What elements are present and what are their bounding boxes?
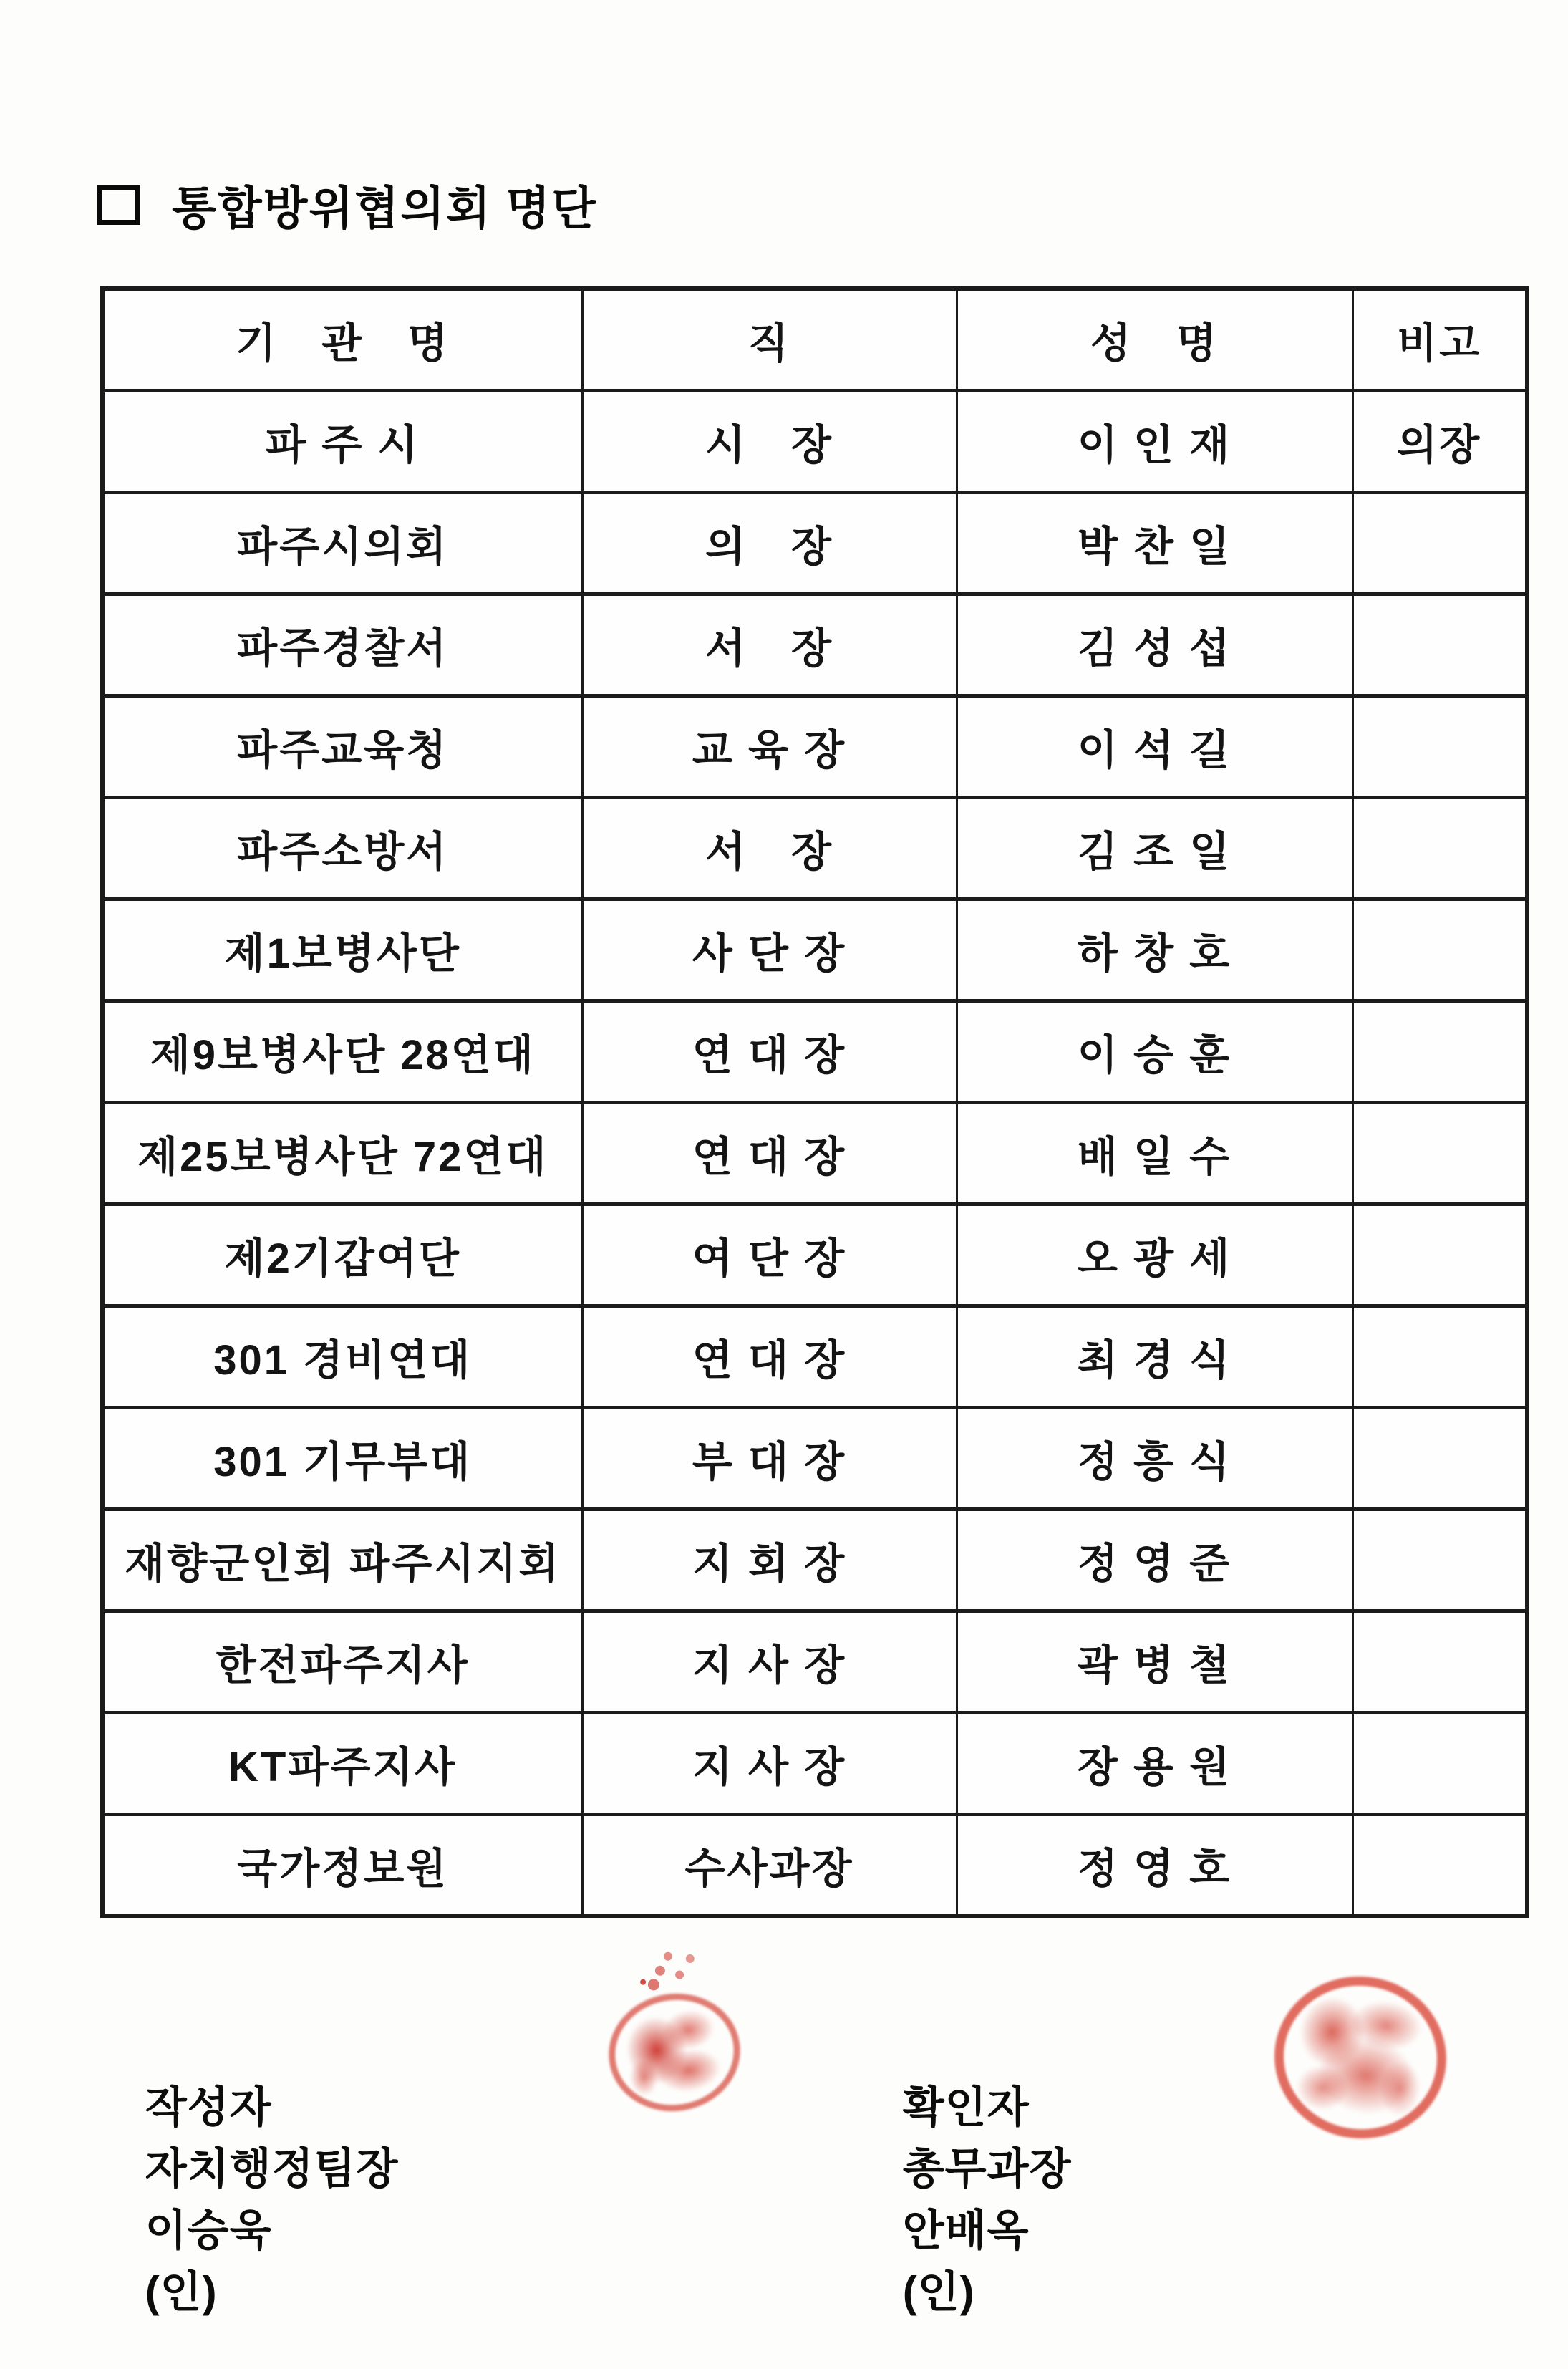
author-seal-stamp [600, 1984, 748, 2121]
cell-organization: 파주소방서 [102, 797, 582, 899]
table-header-row [102, 289, 1527, 390]
cell-note [1352, 1814, 1527, 1916]
author-name: 이승욱 [145, 2206, 272, 2254]
cell-position: 연 대 장 [582, 1102, 957, 1204]
cell-position: 서 장 [582, 797, 957, 899]
cell-note [1352, 1407, 1527, 1509]
table-row [102, 1611, 1527, 1712]
cell-organization: 파주교육청 [102, 695, 582, 797]
cell-note [1352, 492, 1527, 594]
verifier-seal-mark: (인) [902, 2268, 975, 2316]
col-header-note: 비고 [1352, 289, 1527, 390]
col-header-position: 직 [582, 289, 957, 390]
cell-name: 김 조 일 [957, 797, 1352, 899]
verifier-signature-line [852, 2024, 1091, 2369]
col-header-name: 성 명 [957, 289, 1352, 390]
cell-position: 교 육 장 [582, 695, 957, 797]
author-seal-mark: (인) [145, 2268, 218, 2316]
cell-name: 오 광 세 [957, 1204, 1352, 1306]
cell-position: 여 단 장 [582, 1204, 957, 1306]
cell-note [1352, 797, 1527, 899]
author-role: 자치행정팀장 [145, 2145, 399, 2193]
table-row [102, 1000, 1527, 1102]
cell-position: 지 사 장 [582, 1611, 957, 1712]
cell-organization: 국가정보원 [102, 1814, 582, 1916]
cell-organization: 재향군인회 파주시지회 [102, 1509, 582, 1611]
seal-ring [1265, 1967, 1456, 2148]
cell-name: 최 경 식 [957, 1306, 1352, 1407]
author-label: 작성자 [145, 2083, 272, 2131]
cell-position: 연 대 장 [582, 1306, 957, 1407]
council-members-table [100, 286, 1529, 1918]
table-row [102, 1712, 1527, 1814]
cell-position: 지 사 장 [582, 1712, 957, 1814]
cell-position: 수사과장 [582, 1814, 957, 1916]
cell-organization: 한전파주지사 [102, 1611, 582, 1712]
cell-organization: 301 경비연대 [102, 1306, 582, 1407]
cell-position: 지 회 장 [582, 1509, 957, 1611]
cell-name: 장 용 원 [957, 1712, 1352, 1814]
table-row [102, 594, 1527, 695]
cell-name: 김 성 섭 [957, 594, 1352, 695]
cell-note [1352, 1712, 1527, 1814]
cell-position: 부 대 장 [582, 1407, 957, 1509]
cell-name: 하 창 호 [957, 899, 1352, 1000]
table-row [102, 390, 1527, 492]
col-header-organization: 기 관 명 [102, 289, 582, 390]
cell-note [1352, 1204, 1527, 1306]
cell-name: 정 영 호 [957, 1814, 1352, 1916]
verifier-seal-stamp [1265, 1967, 1456, 2148]
cell-note [1352, 899, 1527, 1000]
cell-position: 서 장 [582, 594, 957, 695]
cell-note [1352, 695, 1527, 797]
cell-organization: 파주경찰서 [102, 594, 582, 695]
cell-note [1352, 1611, 1527, 1712]
hollow-square-bullet-icon [97, 185, 140, 225]
table-row [102, 695, 1527, 797]
cell-note [1352, 1000, 1527, 1102]
document-title-row [97, 175, 597, 235]
cell-note [1352, 1102, 1527, 1204]
cell-name: 곽 병 철 [957, 1611, 1352, 1712]
verifier-label: 확인자 [902, 2083, 1030, 2131]
author-signature-line [95, 2024, 417, 2369]
cell-position: 연 대 장 [582, 1000, 957, 1102]
cell-note [1352, 1509, 1527, 1611]
cell-name: 이 인 재 [957, 390, 1352, 492]
cell-note: 의장 [1352, 390, 1527, 492]
cell-organization: 제25보병사단 72연대 [102, 1102, 582, 1204]
page-title: 통합방위협의회 명단 [172, 183, 598, 234]
table-row [102, 1102, 1527, 1204]
cell-position: 시 장 [582, 390, 957, 492]
cell-name: 박 찬 일 [957, 492, 1352, 594]
verifier-name: 안배옥 [902, 2206, 1030, 2254]
cell-organization: 제2기갑여단 [102, 1204, 582, 1306]
cell-name: 정 흥 식 [957, 1407, 1352, 1509]
cell-organization: 제1보병사단 [102, 899, 582, 1000]
cell-name: 정 영 준 [957, 1509, 1352, 1611]
cell-position: 의 장 [582, 492, 957, 594]
cell-name: 배 일 수 [957, 1102, 1352, 1204]
seal-ring [600, 1984, 748, 2121]
table-row [102, 797, 1527, 899]
cell-name: 이 승 훈 [957, 1000, 1352, 1102]
cell-organization: 제9보병사단 28연대 [102, 1000, 582, 1102]
cell-organization: 파주시의회 [102, 492, 582, 594]
cell-organization: KT파주지사 [102, 1712, 582, 1814]
verifier-role: 총무과장 [902, 2145, 1072, 2193]
cell-organization: 301 기무부대 [102, 1407, 582, 1509]
cell-name: 이 석 길 [957, 695, 1352, 797]
table-row [102, 1509, 1527, 1611]
table-row [102, 1306, 1527, 1407]
table-row [102, 1407, 1527, 1509]
cell-position: 사 단 장 [582, 899, 957, 1000]
cell-organization: 파 주 시 [102, 390, 582, 492]
table-row [102, 492, 1527, 594]
table-row [102, 1204, 1527, 1306]
cell-note [1352, 1306, 1527, 1407]
table-row [102, 899, 1527, 1000]
cell-note [1352, 594, 1527, 695]
table-row [102, 1814, 1527, 1916]
